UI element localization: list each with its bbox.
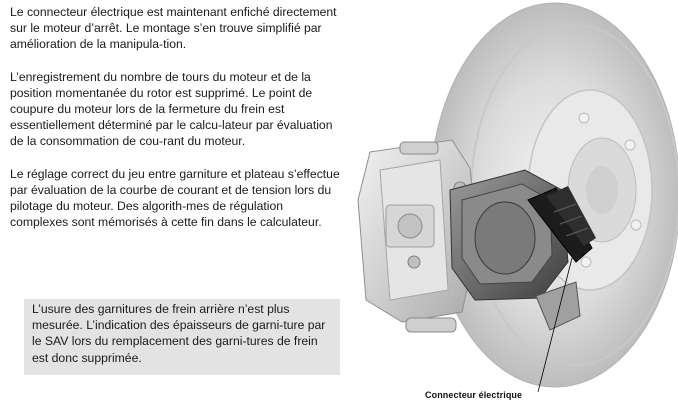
note-text: L’usure des garnitures de frein arrière n’est plus mesurée. L’indication des épaisseurs de garni-ture par le SAV lors du remplacement des garni-tures de frein est donc supprimée.	[32, 302, 326, 365]
paragraph-connector: Le connecteur électrique est maintenant enfiché directement sur le moteur d’arrêt. Le montage s’en trouve simplifié par amélioration de la manipula-tion.	[10, 5, 337, 52]
paragraph-adjustment: Le réglage correct du jeu entre garniture et plateau s’effectue par évaluation de la courbe de courant et de tension lors du pilotage du moteur. Des algorith-mes de régulation complexes sont mémorisés à cette fin dans le calculateur.	[10, 166, 340, 230]
paragraph-motor-position: L’enregistrement du nombre de tours du moteur et de la position momentanée du rotor est supprimé. Le point de coupure du moteur lors de la fermeture du frein est essentiellement déterminé par le calcu-lateur par évaluation de la consommation de cou-rant du moteur.	[10, 69, 333, 149]
brake-caliper-illustration	[340, 0, 678, 410]
body-text	[10, 4, 340, 246]
note-box	[24, 299, 340, 375]
figure-caption: Connecteur électrique	[425, 390, 523, 400]
